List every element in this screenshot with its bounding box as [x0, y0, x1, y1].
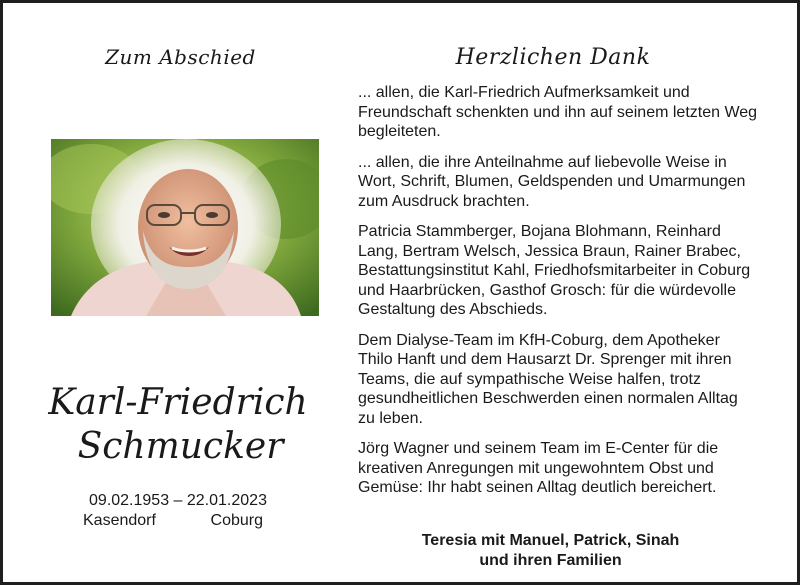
signature-line-2: und ihren Familien: [479, 551, 622, 569]
signature-line-1: Teresia mit Manuel, Patrick, Sinah: [421, 532, 680, 549]
thanks-heading: Herzlichen Dank: [455, 45, 651, 70]
portrait-photo: [51, 139, 319, 316]
deceased-last-name: Schmucker: [77, 426, 284, 467]
thanks-paragraph: Patricia Stammberger, Bojana Blohmann, Reinhard Lang, Bertram Welsch, Jessica Braun, Rainer Brabec, Bestattungsinstitut Kahl, Friedhofsmitarbeiter in Coburg und Haarbrücken, Gasthof Grosch: für die würdevolle Gestaltung des Abschieds.: [358, 223, 751, 318]
deathplace: Coburg: [210, 512, 263, 529]
deceased-first-name: Karl-Friedrich: [48, 382, 308, 423]
thanks-paragraph: ... allen, die Karl-Friedrich Aufmerksamkeit und Freundschaft schenkten und ihn auf seinem letzten Weg begleiteten.: [358, 84, 758, 140]
family-signature: [358, 531, 743, 570]
thanks-text: [358, 83, 758, 509]
thanks-paragraph: Dem Dialyse-Team im KfH-Coburg, dem Apotheker Thilo Hanft und dem Hausarzt Dr. Sprenger mit ihren Teams, die auf sympathische Weise halfen, trotz gesundheitlichen Beschwerden einen normalen Alltag zu leben.: [358, 331, 738, 427]
birthplace: Kasendorf: [83, 512, 156, 529]
life-dates: 09.02.1953 – 22.01.2023: [89, 492, 267, 509]
life-places: [83, 511, 263, 531]
thanks-paragraph: Jörg Wagner und seinem Team im E-Center für die kreativen Anregungen mit ungewohntem Obst und Gemüse: Ihr habt seinen Alltag deutlich bereichert.: [358, 440, 719, 496]
thanks-paragraph: ... allen, die ihre Anteilnahme auf liebevolle Weise in Wort, Schrift, Blumen, Geldspenden und Umarmungen zum Ausdruck brachten.: [358, 153, 746, 210]
farewell-heading: Zum Abschied: [105, 45, 256, 69]
